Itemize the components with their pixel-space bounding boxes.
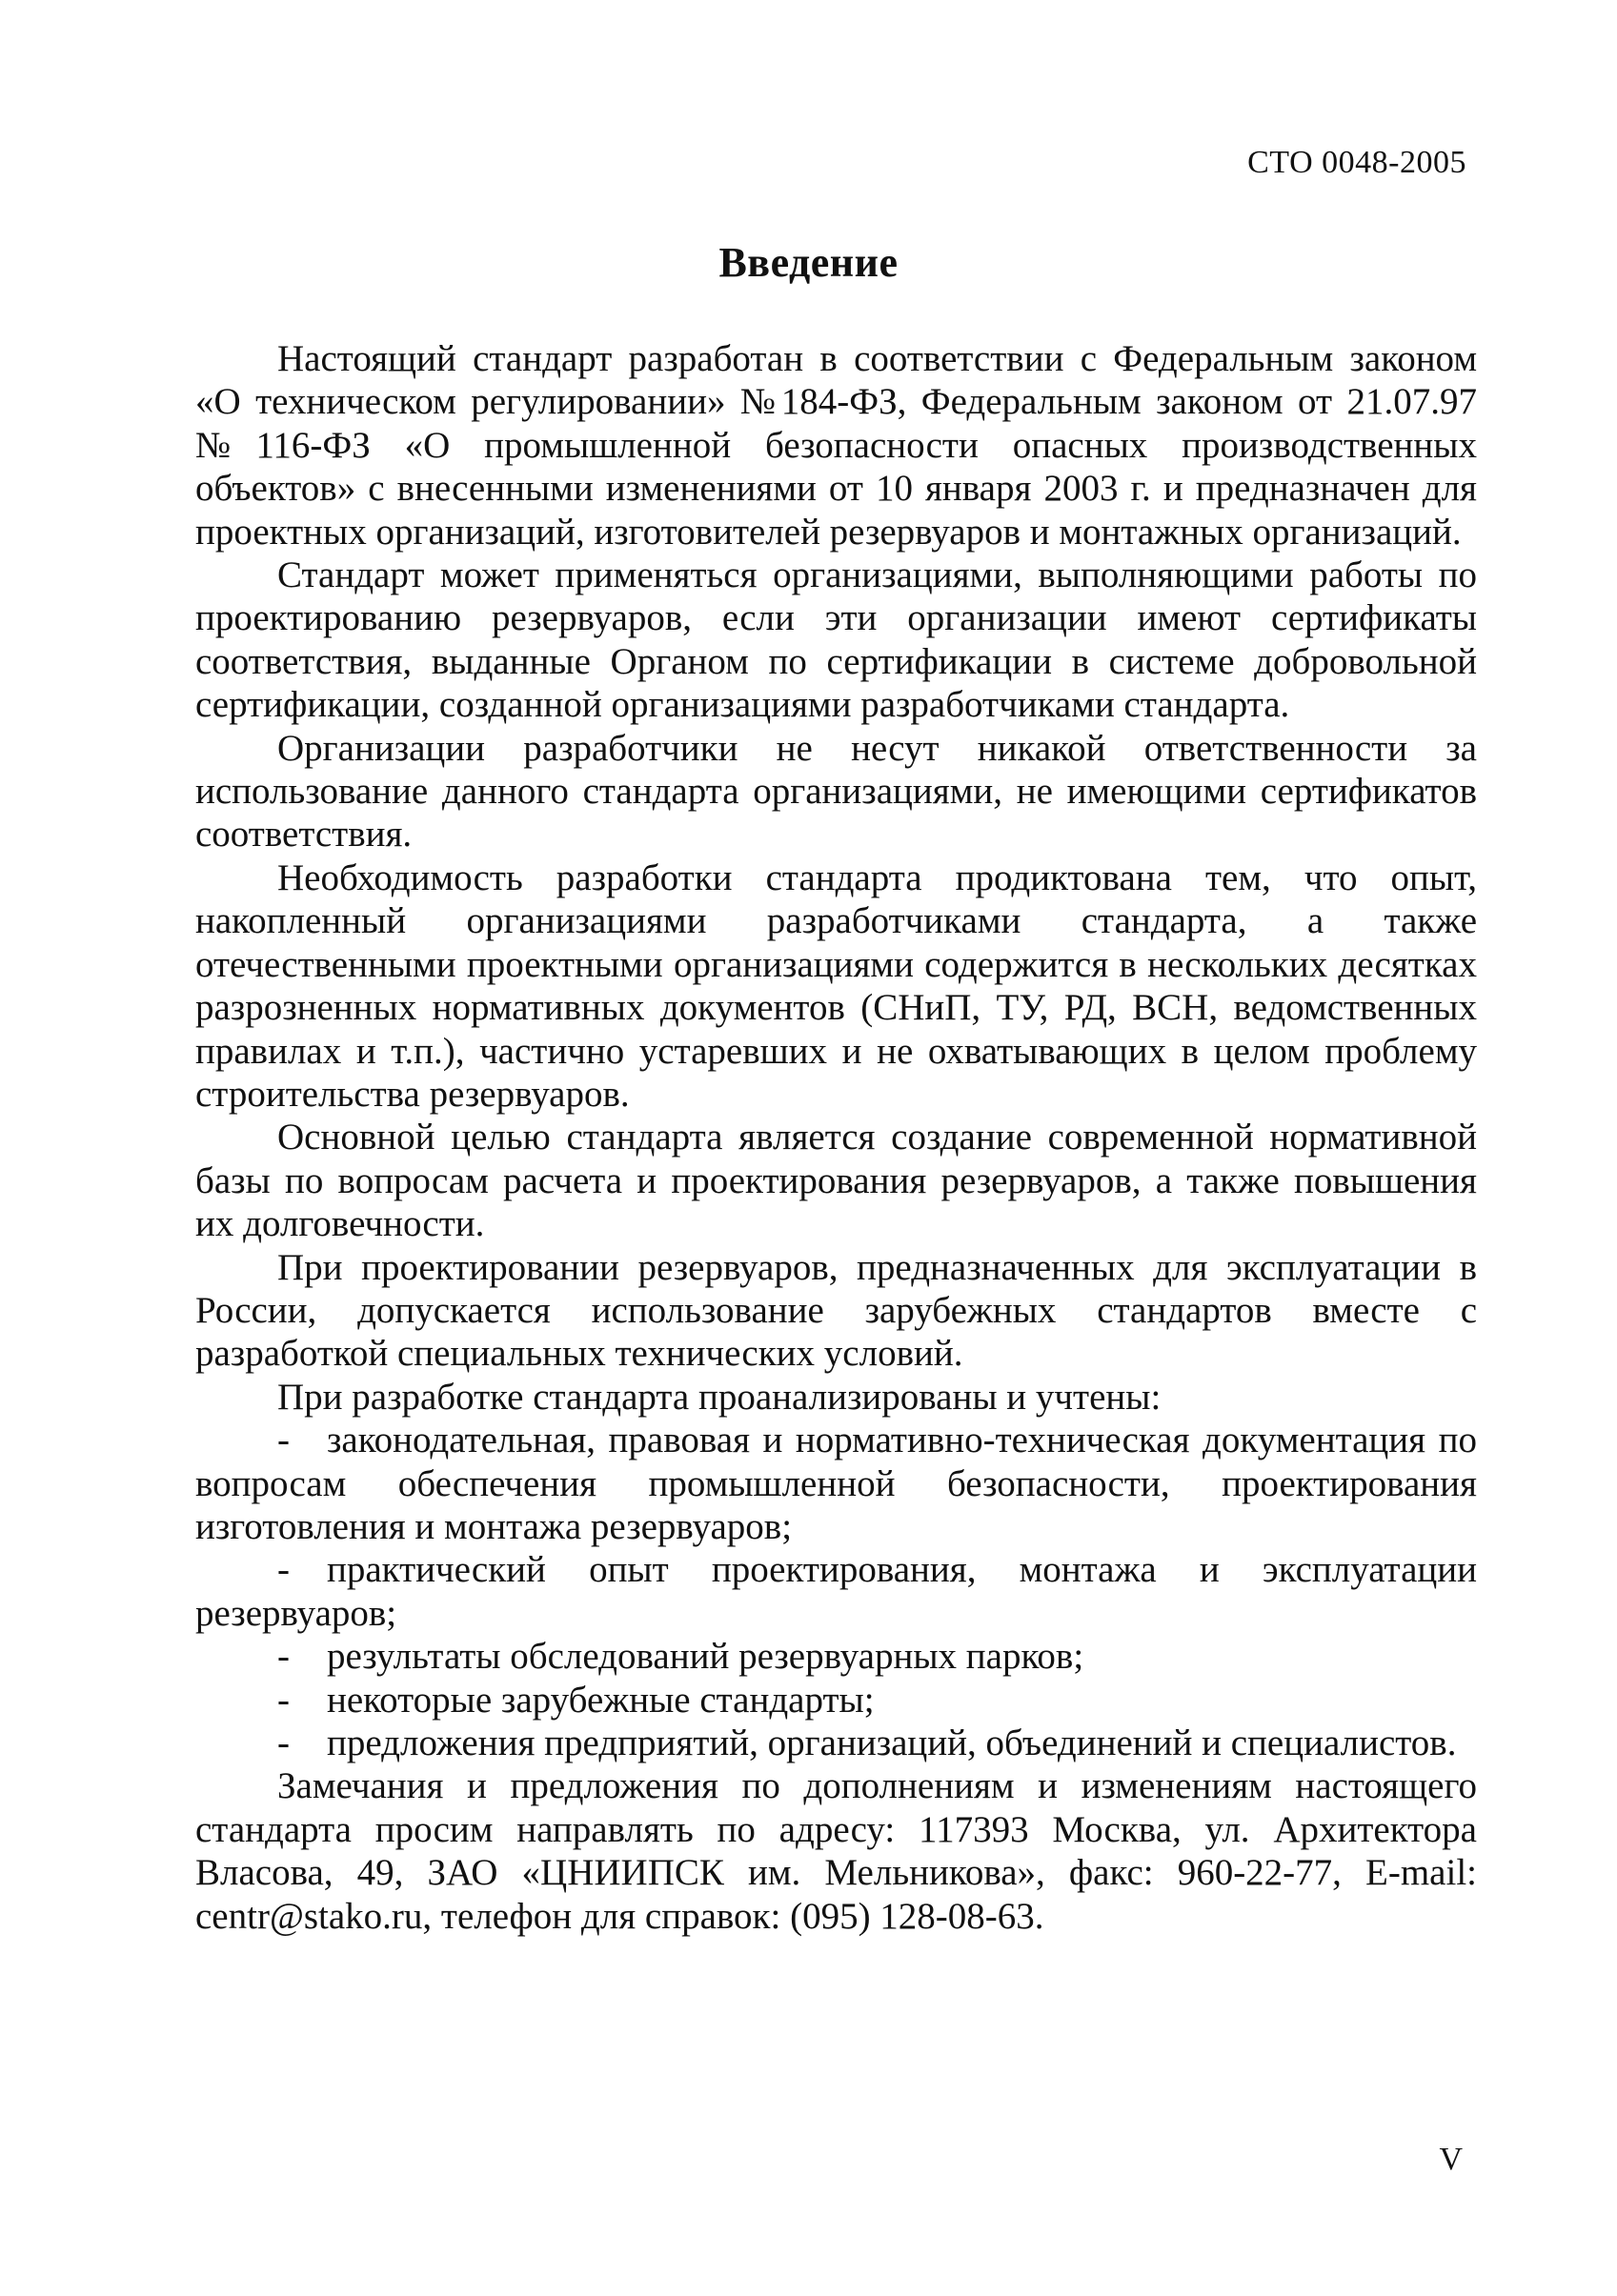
list-item-text: практический опыт проектирования, монтажа и эксплуатации резервуаров; [195, 1549, 1477, 1634]
list-dash: - [277, 1636, 290, 1678]
document-body [195, 337, 1477, 1938]
paragraph: При разработке стандарта проанализированы и учтены: [277, 1376, 1162, 1418]
list-item-text: предложения предприятий, организаций, объединений и специалистов. [327, 1722, 1457, 1763]
paragraph: Стандарт может применяться организациями, выполняющими работы по проектированию резервуаров, если эти организации имеют сертификаты соответствия, выданные Органом по сертификации в системе добровольной сертификации, созданной организациями разработчиками стандарта. [195, 554, 1477, 726]
paragraph: Организации разработчики не несут никакой ответственности за использование данного стандарта организациями, не имеющими сертификатов соответствия. [195, 727, 1477, 856]
page-title: Введение [718, 239, 899, 286]
list-item [195, 1548, 1477, 1635]
list-item-text: законодательная, правовая и нормативно-техническая документация по вопросам обеспечения промышленной безопасности, проектирования изготовления и монтажа резервуаров; [195, 1420, 1477, 1547]
list-item [195, 1419, 1477, 1548]
paragraph: Настоящий стандарт разработан в соответствии с Федеральным законом «О техническом регулировании» №184-ФЗ, Федеральным законом от 21.07.97 №116-ФЗ «О промышленной безопасности опасных производственных объектов» с внесенными изменениями от 10 января 2003 г. и предназначен для проектных организаций, изготовителей резервуаров и монтажных организаций. [195, 338, 1477, 553]
list-item-text: некоторые зарубежные стандарты; [327, 1679, 875, 1721]
list-dash: - [277, 1722, 290, 1763]
contact-paragraph: Замечания и предложения по дополнениям и изменениям настоящего стандарта просим направлять по адресу: 117393 Москва, ул. Архитектора Власова, 49, ЗАО «ЦНИИПСК им. Мельникова», факс: 960-22-77, E-mail: centr@stako.ru, телефон для справок: (095) 128-08-63. [195, 1765, 1477, 1937]
list-item [195, 1635, 1477, 1678]
list-dash: - [277, 1679, 290, 1721]
list-dash: - [277, 1549, 290, 1591]
page-number: V [1439, 2142, 1463, 2177]
paragraph: Необходимость разработки стандарта продиктована тем, что опыт, накопленный организациями разработчиками стандарта, а также отечественными проектными организациями содержится в нескольких десятках разрозненных нормативных документов (СНиП, ТУ, РД, ВСН, ведомственных правилах и т.п.), частично устаревших и не охватывающих в целом проблему строительства резервуаров. [195, 856, 1477, 1115]
list-item-text: результаты обследований резервуарных парков; [327, 1636, 1084, 1678]
list-item [195, 1679, 1477, 1722]
paragraph: При проектировании резервуаров, предназначенных для эксплуатации в России, допускается использование зарубежных стандартов вместе с разработкой специальных технических условий. [195, 1246, 1477, 1375]
considered-sources-list [195, 1419, 1477, 1764]
list-item [195, 1722, 1477, 1764]
paragraph: Основной целью стандарта является создание современной нормативной базы по вопросам расчета и проектирования резервуаров, а также повышения их долговечности. [195, 1117, 1477, 1245]
list-dash: - [277, 1420, 290, 1461]
document-code: СТО 0048-2005 [1247, 145, 1466, 180]
